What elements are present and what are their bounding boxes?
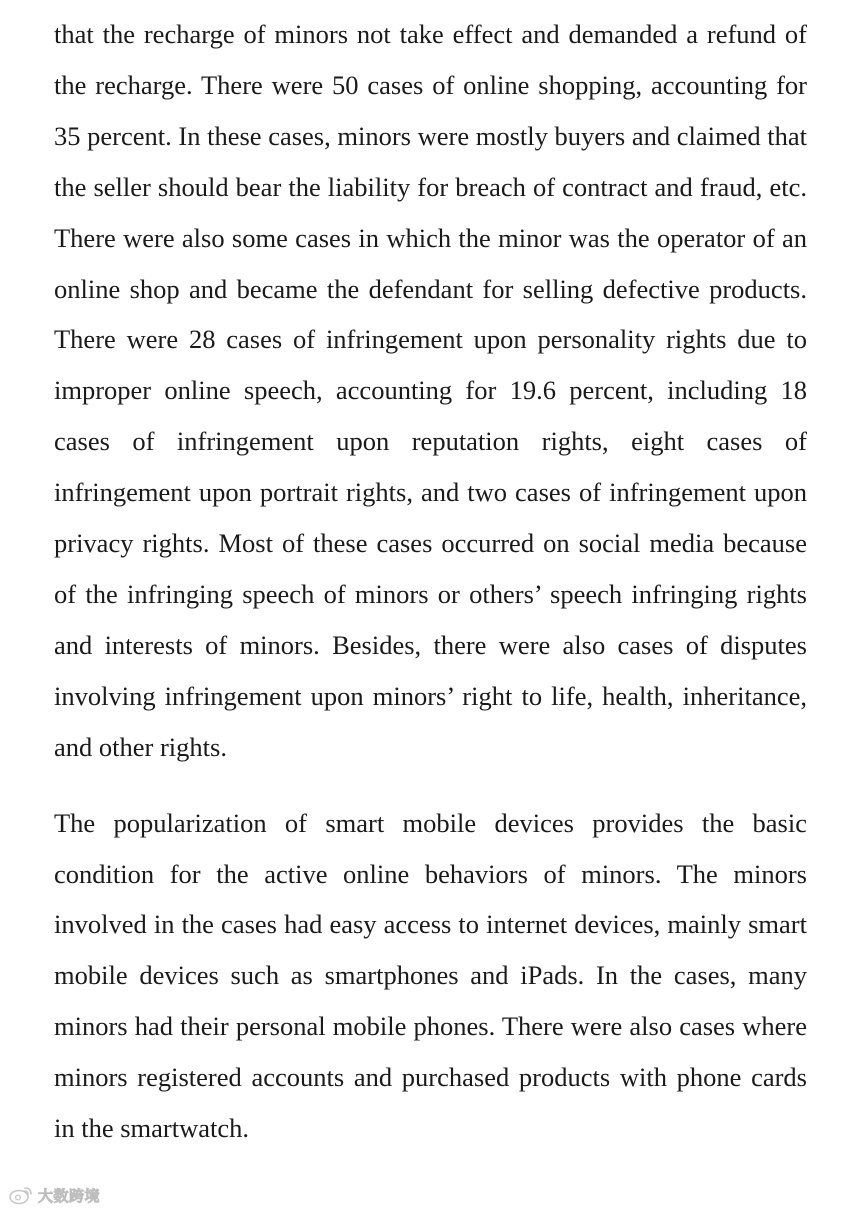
weibo-logo-icon [8, 1185, 34, 1205]
watermark-text: 大数跨境 [38, 1186, 101, 1205]
document-body [54, 9, 807, 1154]
paragraph-2: The popularization of smart mobile devices provides the basic condition for the active online behaviors of minors. The minors involved in the cases had easy access to internet devices, mainly smart mobile devices such as smartphones and iPads. In the cases, many minors had their personal mobile phones. There were also cases where minors registered accounts and purchased products with phone cards in the smartwatch. [54, 807, 807, 1144]
paragraph-1: that the recharge of minors not take effect and demanded a refund of the recharge. There were 50 cases of online shopping, accounting for 35 percent. In these cases, minors were mostly buyers and claimed that the seller should bear the liability for breach of contract and fraud, etc. There were also some cases in which the minor was the operator of an online shop and became the defendant for selling defective products. There were 28 cases of infringement upon personality rights due to improper online speech, accounting for 19.6 percent, including 18 cases of infringement upon reputation rights, eight cases of infringement upon portrait rights, and two cases of infringement upon privacy rights. Most of these cases occurred on social media because of the infringing speech of minors or others’ speech infringing rights and interests of minors. Besides, there were also cases of disputes involving infringement upon minors’ right to life, health, inheritance, and other rights. [54, 19, 807, 762]
watermark [8, 1183, 100, 1207]
